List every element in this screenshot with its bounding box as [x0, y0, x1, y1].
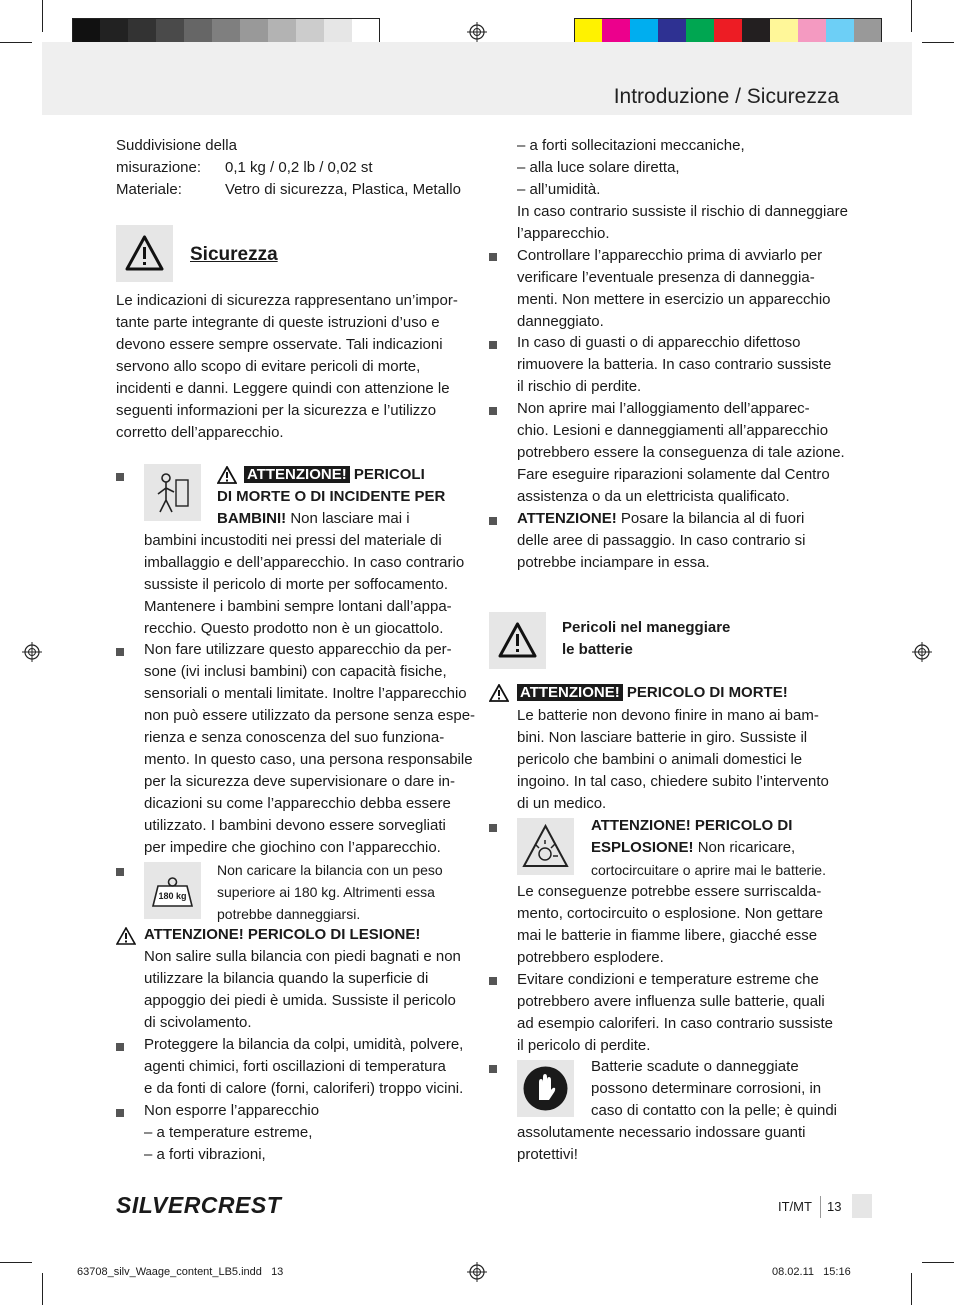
- explosion-heading: ATTENZIONE! PERICOLO DI: [591, 817, 793, 834]
- text-line: tante parte integrante di queste istruzioni d’uso e: [116, 314, 440, 331]
- bullet-icon: [489, 1065, 497, 1073]
- spec-value: 0,1 kg / 0,2 lb / 0,02 st: [225, 159, 373, 176]
- text-line: per la sicurezza deve supervisionare o dare in-: [144, 773, 455, 790]
- warning-text: Non lasciare mai i: [286, 510, 410, 527]
- crop-mark: [922, 1262, 954, 1263]
- text-line: potrebbe inciampare in essa.: [517, 554, 710, 571]
- text-line: possono determinare corrosioni, in: [591, 1080, 822, 1097]
- max-weight-label: 180 kg: [158, 891, 187, 901]
- text-line: Non aprire mai l’alloggiamento dell’apparec-: [517, 400, 810, 417]
- text-line: corretto dell’apparecchio.: [116, 424, 284, 441]
- gloves-icon-box: [517, 1060, 574, 1117]
- bullet-icon: [116, 473, 124, 481]
- file-info: 63708_silv_Waage_content_LB5.indd 13: [77, 1266, 284, 1278]
- text-line: potrebbe danneggiarsi.: [217, 906, 361, 922]
- text-line: In caso di guasti o di apparecchio difettoso: [517, 334, 801, 351]
- explosion-icon-box: [517, 818, 574, 875]
- safety-heading: Sicurezza: [190, 244, 278, 265]
- warning-triangle-icon: [217, 466, 237, 484]
- text-line: assolutamente necessario indossare guanti: [517, 1124, 806, 1141]
- text-line: assistenza o da un elettricista qualificato.: [517, 488, 790, 505]
- spec-value: Vetro di sicurezza, Plastica, Metallo: [225, 181, 461, 198]
- text-line: di un medico.: [517, 795, 607, 812]
- explosion-icon: [517, 818, 574, 875]
- text-line: verificare l’eventuale presenza di danneggia-: [517, 269, 815, 286]
- attention-badge: ATTENZIONE!: [244, 466, 350, 483]
- text-line: potrebbero esplodere.: [517, 949, 664, 966]
- text-line: potrebbero essere la conseguenza di tale azione.: [517, 444, 845, 461]
- crop-mark: [42, 0, 43, 32]
- registration-mark-icon: [467, 22, 487, 42]
- text-line: – a forti vibrazioni,: [144, 1146, 266, 1163]
- bullet-icon: [489, 824, 497, 832]
- text-line: appoggio dei piedi è umida. Sussiste il pericolo: [144, 992, 456, 1009]
- text-line: seguenti informazioni per la sicurezza e l’utilizzo: [116, 402, 437, 419]
- text-line: menti. Non mettere in esercizio un apparecchio: [517, 291, 831, 308]
- text-line: sone (ivi inclusi bambini) con capacità fisiche,: [144, 663, 447, 680]
- battery-heading: le batterie: [562, 641, 633, 658]
- text-line: Mantenere i bambini sempre lontani dall’appa-: [144, 598, 452, 615]
- text-line: Proteggere la bilancia da colpi, umidità, polvere,: [144, 1036, 464, 1053]
- crop-mark: [911, 1273, 912, 1305]
- text-line: recchio. Questo prodotto non è un giocattolo.: [144, 620, 444, 637]
- text-line: mai le batterie in fiamme libere, giacché esse: [517, 927, 818, 944]
- battery-heading: Pericoli nel maneggiare: [562, 619, 731, 636]
- text-line: utilizzato. I bambini devono essere sorvegliati: [144, 817, 446, 834]
- page-title: Introduzione / Sicurezza: [613, 85, 839, 108]
- bullet-icon: [116, 1109, 124, 1117]
- text-line: – alla luce solare diretta,: [517, 159, 680, 176]
- bullet-icon: [489, 517, 497, 525]
- page-number: 13: [827, 1199, 842, 1214]
- safety-warning-box: [116, 225, 173, 282]
- text-line: di scivolamento.: [144, 1014, 252, 1031]
- crop-mark: [42, 1273, 43, 1305]
- text-line: non può essere utilizzato da persone senza espe-: [144, 707, 476, 724]
- text-line: potrebbero avere influenza sulle batterie, quali: [517, 993, 825, 1010]
- text-line: – all’umidità.: [517, 181, 601, 198]
- text-line: bambini incustoditi nei pressi del materiale di: [144, 532, 442, 549]
- text-line: sensoriali o mentali limitate. Inoltre l’apparecchio: [144, 685, 467, 702]
- text-line: Batterie scadute o danneggiate: [591, 1058, 799, 1075]
- text-line: protettivi!: [517, 1146, 578, 1163]
- text-line: Le indicazioni di sicurezza rappresentano un’impor-: [116, 292, 458, 309]
- text-line: Non caricare la bilancia con un peso: [217, 862, 443, 878]
- text-line: chio. Lesioni e danneggiamenti all’apparecchio: [517, 422, 829, 439]
- text-line: bini. Non lasciare batterie in giro. Sussiste il: [517, 729, 808, 746]
- explosion-text: Non ricaricare,: [693, 839, 796, 856]
- warning-triangle-icon: [116, 225, 173, 282]
- protective-gloves-icon: [517, 1060, 574, 1117]
- text-line: il rischio di perdite.: [517, 378, 642, 395]
- text-line: – a forti sollecitazioni meccaniche,: [517, 137, 745, 154]
- warning-heading: PERICOLI: [353, 466, 425, 483]
- text-line: pericolo che bambini o animali domestici le: [517, 751, 803, 768]
- bullet-icon: [489, 407, 497, 415]
- text-line: danneggiato.: [517, 313, 604, 330]
- injury-heading: ATTENZIONE! PERICOLO DI LESIONE!: [144, 926, 421, 943]
- text-line: Evitare condizioni e temperature estreme che: [517, 971, 819, 988]
- spec-label: Materiale:: [116, 181, 182, 198]
- text-line: dicazioni su come l’apparecchio debba essere: [144, 795, 451, 812]
- children-icon-box: [144, 464, 201, 521]
- text-line: mento, cortocircuito o esplosione. Non gettare: [517, 905, 823, 922]
- language-code: IT/MT: [778, 1199, 812, 1214]
- bullet-icon: [489, 977, 497, 985]
- crop-mark: [911, 0, 912, 32]
- text-line: imballaggio e dell’apparecchio. In caso contrario: [144, 554, 465, 571]
- text-line: servono allo scopo di evitare pericoli di morte,: [116, 358, 421, 375]
- text-line: agenti chimici, forti oscillazioni di temperatura: [144, 1058, 446, 1075]
- registration-mark-icon: [22, 642, 42, 662]
- battery-warning-box: [489, 612, 546, 669]
- text-line: Non salire sulla bilancia con piedi bagnati e non: [144, 948, 461, 965]
- text-line: Controllare l’apparecchio prima di avviarlo per: [517, 247, 823, 264]
- bullet-icon: [489, 341, 497, 349]
- text-line: il pericolo di perdite.: [517, 1037, 651, 1054]
- text-line: Non esporre l’apparecchio: [144, 1102, 320, 1119]
- print-date: 08.02.11 15:16: [772, 1266, 851, 1278]
- attention-badge: ATTENZIONE!: [517, 684, 623, 701]
- text-line: ingoino. In tal caso, chiedere subito l’intervento: [517, 773, 829, 790]
- text-line: superiore ai 180 kg. Altrimenti essa: [217, 884, 435, 900]
- registration-mark-icon: [912, 642, 932, 662]
- weight-icon-box: [144, 862, 201, 919]
- text-line: – a temperature estreme,: [144, 1124, 313, 1141]
- text-line: rienza e senza conoscenza del suo funziona-: [144, 729, 445, 746]
- text-line: sussiste il pericolo di morte per soffocamento.: [144, 576, 449, 593]
- footer-divider: [820, 1196, 821, 1218]
- warning-heading: DI MORTE O DI INCIDENTE PER: [217, 488, 446, 505]
- warning-heading: PERICOLO DI MORTE!: [626, 684, 788, 701]
- text-line: Fare eseguire riparazioni solamente dal Centro: [517, 466, 830, 483]
- text-line: l’apparecchio.: [517, 225, 610, 242]
- text-line: per impedire che giochino con l’apparecchio.: [144, 839, 441, 856]
- brand-logo: SILVERCREST: [116, 1192, 282, 1218]
- bullet-icon: [116, 868, 124, 876]
- bullet-icon: [116, 1043, 124, 1051]
- explosion-text: cortocircuitare o aprire mai le batterie.: [591, 862, 826, 878]
- spec-label: misurazione:: [116, 159, 202, 176]
- text-line: Non fare utilizzare questo apparecchio da per-: [144, 641, 452, 658]
- text-line: rimuovere la batteria. In caso contrario sussiste: [517, 356, 832, 373]
- warning-triangle-icon: [489, 612, 546, 669]
- text-line: e da fonti di calore (forni, caloriferi) troppo vicini.: [144, 1080, 464, 1097]
- page-tab: [852, 1194, 872, 1218]
- bullet-icon: [489, 253, 497, 261]
- crop-mark: [0, 42, 32, 43]
- text-line: devono essere sempre osservate. Tali indicazioni: [116, 336, 443, 353]
- text-line: delle aree di passaggio. In caso contrario si: [517, 532, 806, 549]
- spec-label: Suddivisione della: [116, 137, 237, 154]
- text-line: incidenti e danni. Leggere quindi con attenzione le: [116, 380, 450, 397]
- explosion-heading: ESPLOSIONE!: [591, 839, 694, 856]
- text-line: Le batterie non devono finire in mano ai bam-: [517, 707, 819, 724]
- bullet-icon: [116, 648, 124, 656]
- crop-mark: [922, 42, 954, 43]
- child-hazard-icon: [144, 464, 201, 521]
- text-line: utilizzare la bilancia quando la superficie di: [144, 970, 429, 987]
- warning-triangle-icon: [116, 927, 136, 945]
- text-line: In caso contrario sussiste il rischio di danneggiare: [517, 203, 849, 220]
- place-text: Posare la bilancia al di fuori: [616, 510, 805, 527]
- registration-mark-icon: [467, 1262, 487, 1282]
- text-line: mento. In questo caso, una persona responsabile: [144, 751, 473, 768]
- attention-label: ATTENZIONE!: [517, 510, 617, 527]
- text-line: Le conseguenze potrebbe essere surriscalda-: [517, 883, 822, 900]
- warning-triangle-icon: [489, 684, 509, 702]
- text-line: ad esempio caloriferi. In caso contrario sussiste: [517, 1015, 833, 1032]
- crop-mark: [0, 1262, 32, 1263]
- text-line: caso di contatto con la pelle; è quindi: [591, 1102, 837, 1119]
- warning-heading: BAMBINI!: [217, 510, 287, 527]
